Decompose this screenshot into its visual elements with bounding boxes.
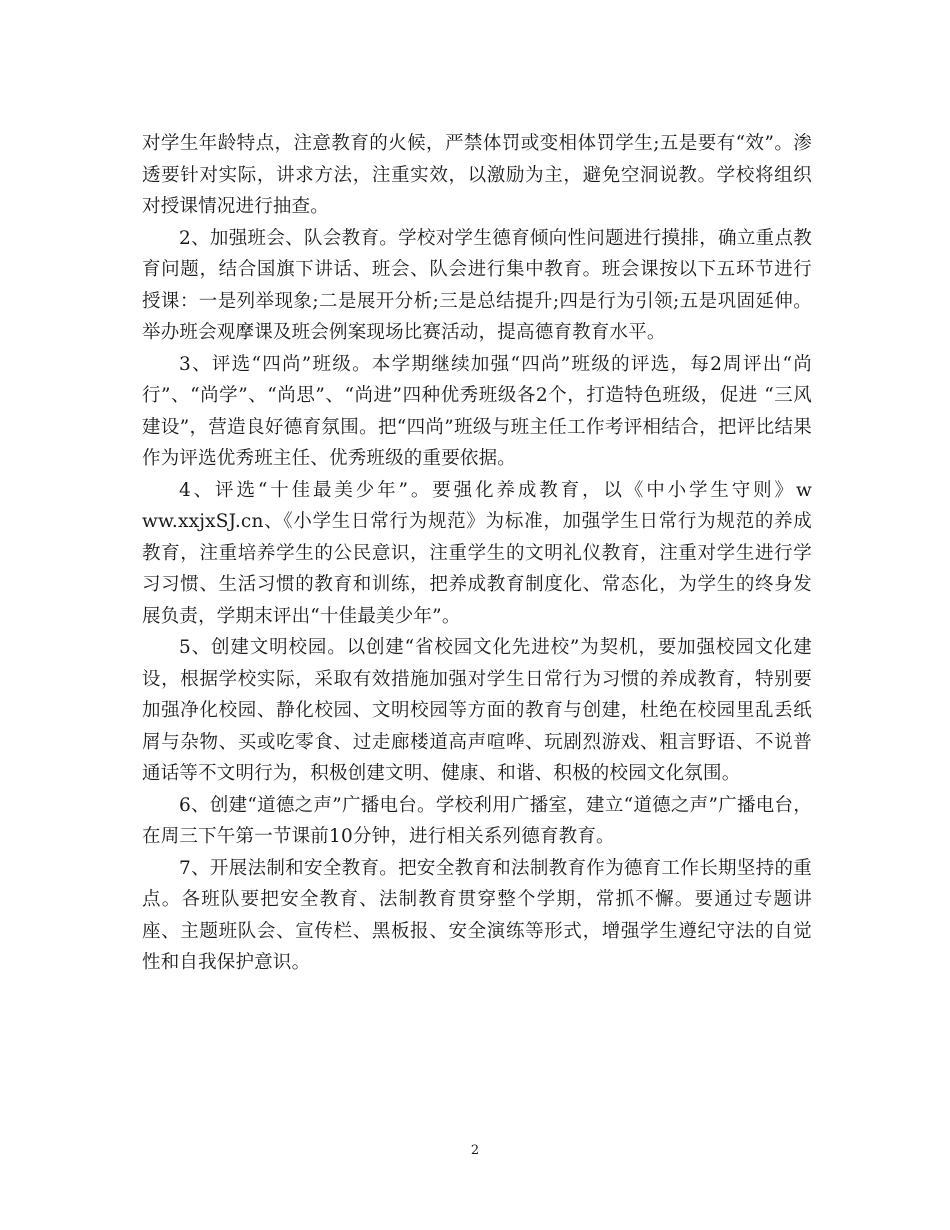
paragraph-legal-safety-education: 7、开展法制和安全教育。把安全教育和法制教育作为德育工作长期坚持的重点。各班队要把安全教育、法制教育贯穿整个学期，常抓不懈。要通过专题讲座、主题班队会、宣传栏、黑板报、安全演练等形式，增强学生遵纪守法的自觉性和自我保护意识。 xyxy=(142,857,812,973)
paragraph-radio-station: 6、创建“道德之声”广播电台。学校利用广播室，建立“道德之声”广播电台，在周三下午第一节课前10分钟，进行相关系列德育教育。 xyxy=(142,794,812,847)
document-body xyxy=(142,128,812,979)
paragraph-four-shang-classes: 3、评选“四尚”班级。本学期继续加强“四尚”班级的评选，每2周评出“尚行”、“尚学”、“尚思”、“尚进”四种优秀班级各2个，打造特色班级，促进 “三风建设”，营造良好德育氛围。把“四尚”班级与班主任工作考评相结合，把评比结果作为评选优秀班主任、优秀班级的重要依据。 xyxy=(142,353,812,469)
paragraph-top-ten-youth: 4、评选“十佳最美少年”。要强化养成教育，以《中小学生守则》w ww.xxjxSJ.cn、《小学生日常行为规范》为标准，加强学生日常行为规范的养成教育，注重培养学生的公民意识，注重学生的文明礼仪教育，注重对学生进行学习习惯、生活习惯的教育和训练，把养成教育制度化、常态化，为学生的终身发展负责，学期末评出“十佳最美少年”。 xyxy=(142,479,812,627)
page-number: 2 xyxy=(470,1143,480,1158)
paragraph-continuation: 对学生年龄特点，注意教育的火候，严禁体罚或变相体罚学生;五是要有“效”。渗透要针对实际，讲求方法，注重实效，以激励为主，避免空洞说教。学校将组织对授课情况进行抽查。 xyxy=(142,133,812,217)
paragraph-class-meeting-education: 2、加强班会、队会教育。学校对学生德育倾向性问题进行摸排，确立重点教育问题，结合国旗下讲话、班会、队会进行集中教育。班会课按以下五环节进行授课：一是列举现象;二是展开分析;三是总结提升;四是行为引领;五是巩固延伸。举办班会观摩课及班会例案现场比赛活动，提高德育教育水平。 xyxy=(142,227,812,343)
paragraph-civilized-campus: 5、创建文明校园。以创建“省校园文化先进校”为契机，要加强校园文化建设，根据学校实际，采取有效措施加强对学生日常行为习惯的养成教育，特别要加强净化校园、静化校园、文明校园等方面的教育与创建，杜绝在校园里乱丢纸屑与杂物、买或吃零食、过走廊楼道高声喧哗、玩剧烈游戏、粗言野语、不说普通话等不文明行为，积极创建文明、健康、和谐、积极的校园文化氛围。 xyxy=(142,637,812,784)
